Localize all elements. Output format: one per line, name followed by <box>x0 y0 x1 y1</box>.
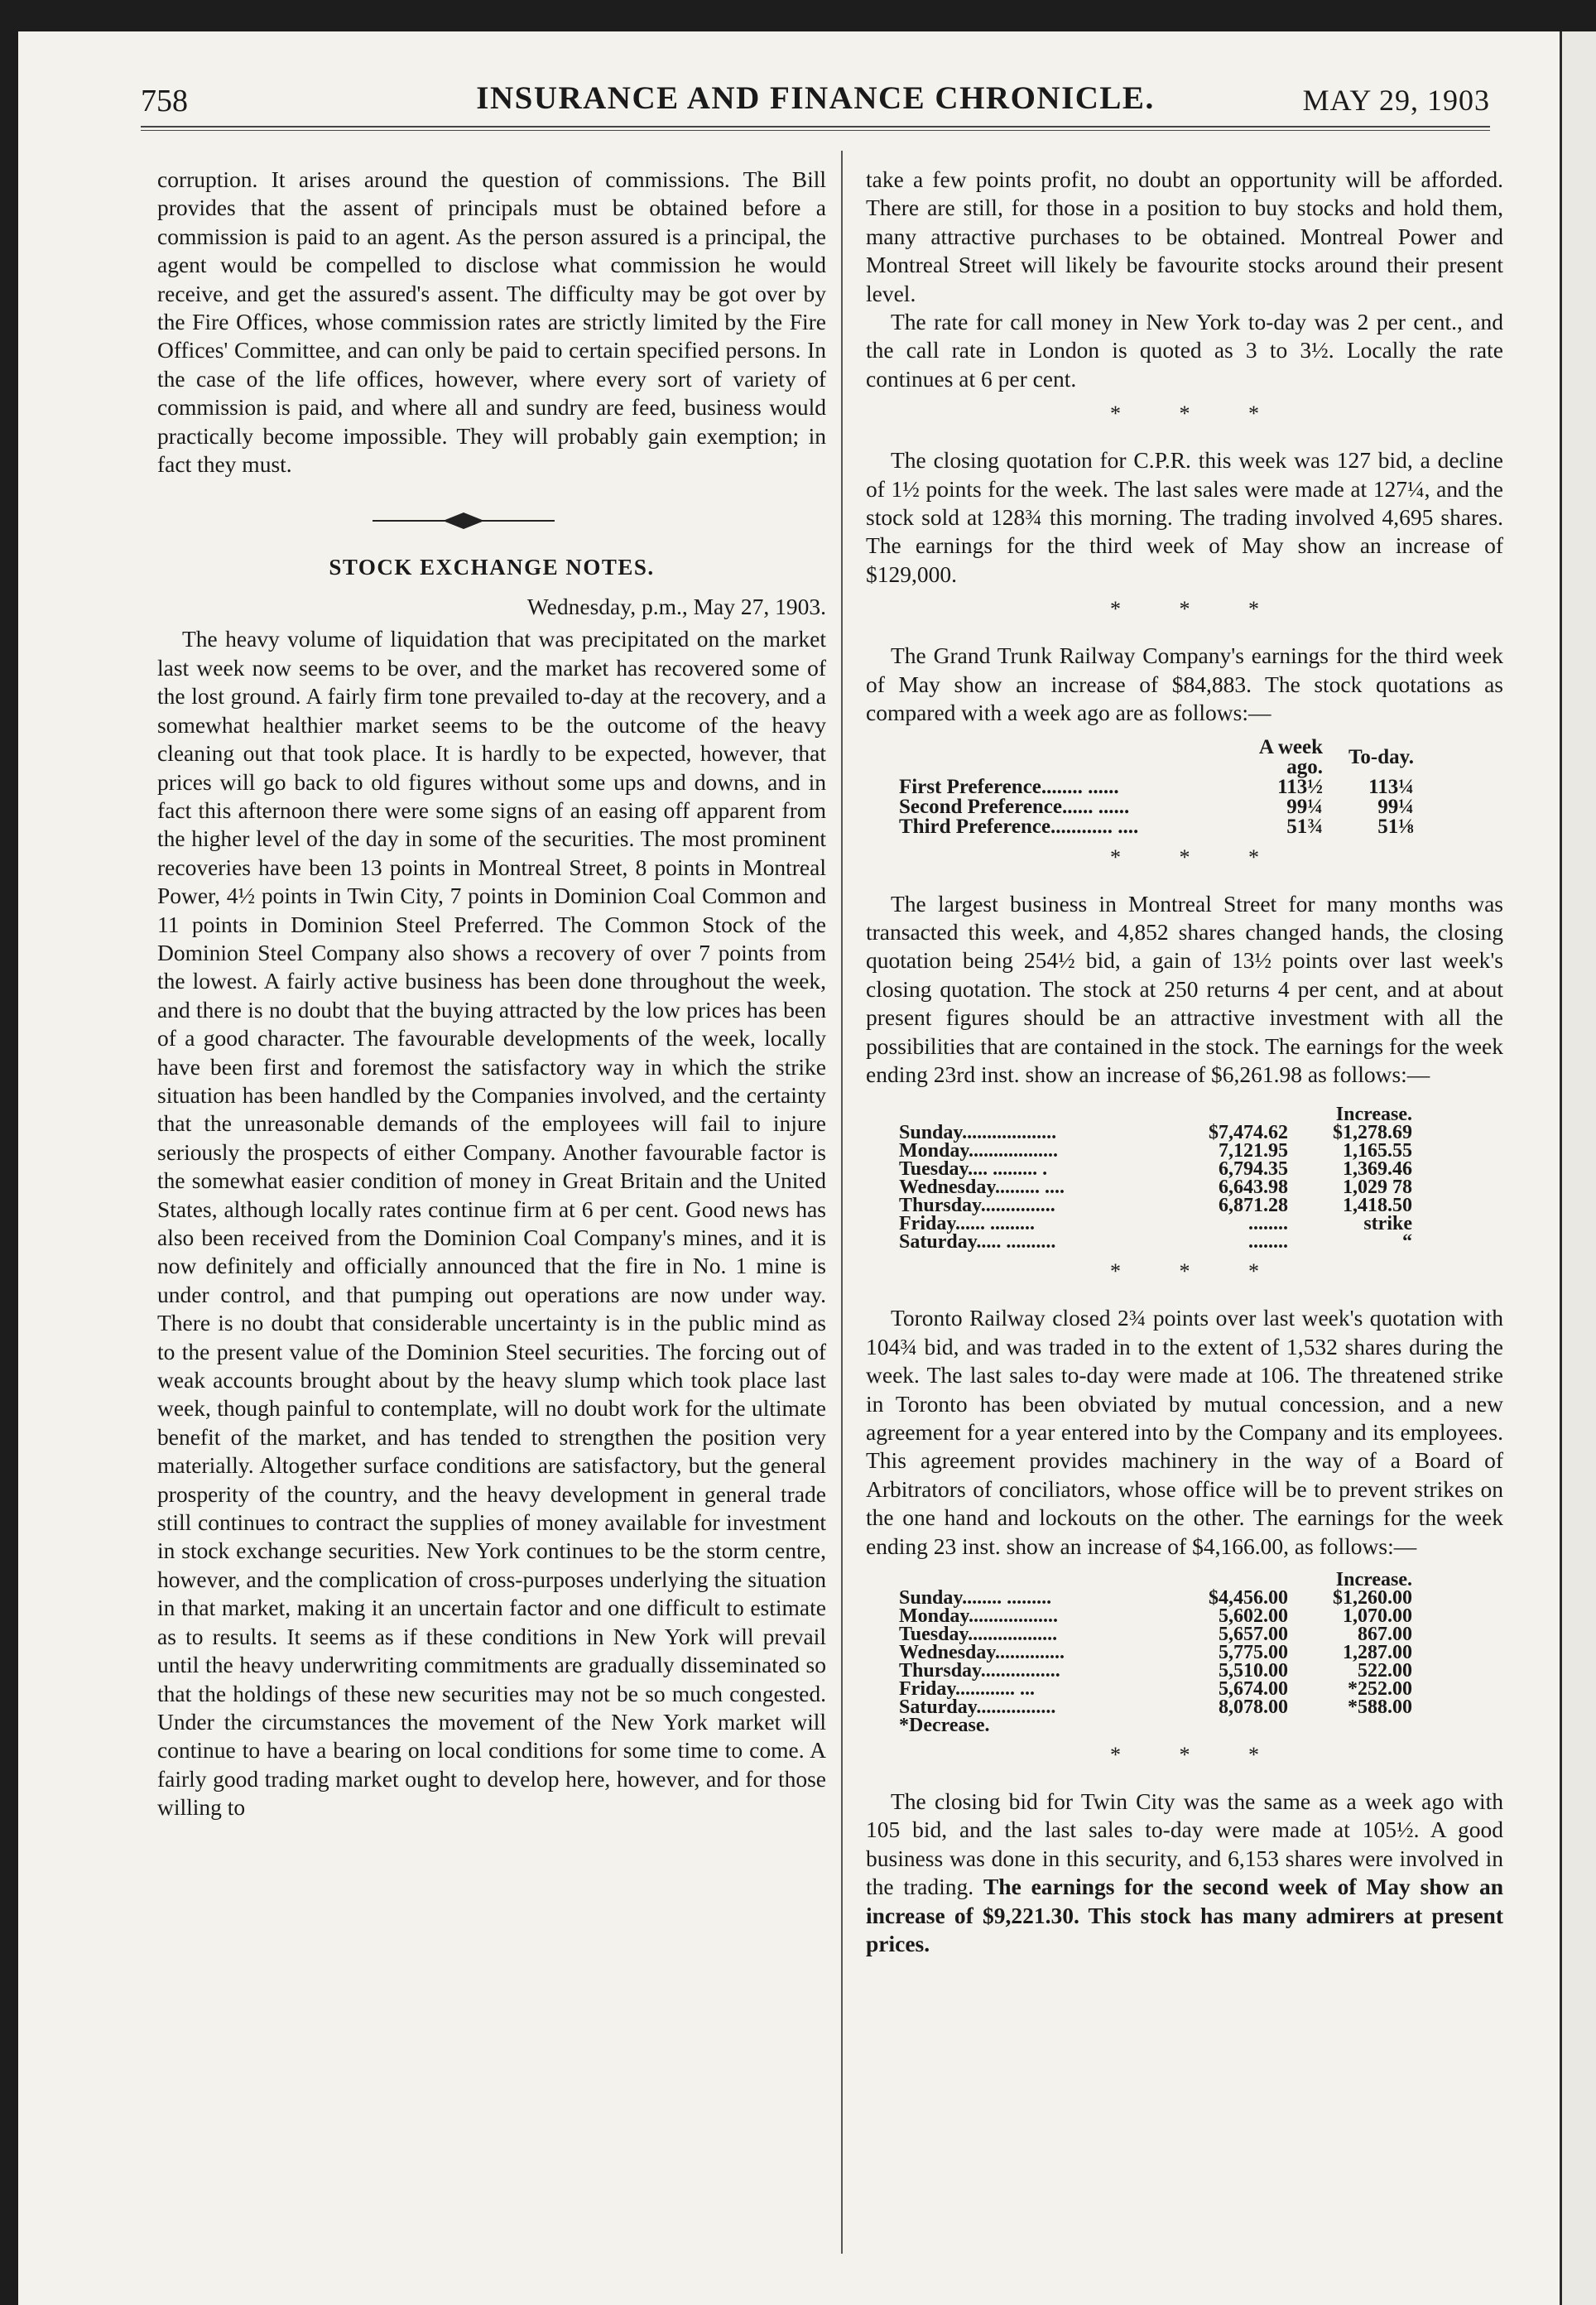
day-label: Wednesday.............. <box>899 1642 1065 1663</box>
day-label: Tuesday.... ......... . <box>899 1158 1048 1181</box>
issue-date: MAY 29, 1903 <box>1302 84 1490 117</box>
earnings-amount: 7,121.95 <box>1219 1140 1288 1162</box>
col-increase: Increase. <box>1335 1569 1412 1590</box>
table-row <box>899 1160 1412 1178</box>
increase-amount: *588.00 <box>1348 1696 1412 1718</box>
day-label: Friday............ ... <box>899 1678 1036 1700</box>
earnings-amount: 6,871.28 <box>1219 1195 1288 1217</box>
table-row <box>899 1607 1412 1625</box>
separator-stars: * * * <box>1110 1259 1286 1284</box>
increase-amount: strike <box>1363 1213 1412 1235</box>
today-value: 113¼ <box>1368 775 1414 798</box>
call-money-paragraph: The rate for call money in New York to-day was 2 per cent., and the call rate in London is quoted as 3 to 3½. Locally the rate continues at 6 per cent. <box>866 309 1503 392</box>
page-number: 758 <box>141 84 188 118</box>
earnings-amount: 6,643.98 <box>1219 1177 1288 1199</box>
col-today: To-day. <box>1348 745 1414 768</box>
increase-amount: $1,278.69 <box>1333 1122 1412 1144</box>
header-rule <box>141 126 1490 131</box>
earnings-amount: 8,078.00 <box>1219 1696 1288 1718</box>
day-label: Wednesday......... .... <box>899 1177 1065 1199</box>
table-row <box>899 817 1414 837</box>
page-header <box>141 68 1490 118</box>
day-label: Saturday................ <box>899 1696 1056 1718</box>
increase-amount: 522.00 <box>1358 1660 1412 1682</box>
table-row <box>899 1643 1412 1662</box>
increase-amount: 1,165.55 <box>1343 1140 1412 1162</box>
day-label: Sunday........ ......... <box>899 1587 1052 1609</box>
stock-exchange-heading: STOCK EXCHANGE NOTES. <box>329 555 655 580</box>
table-row <box>899 1142 1412 1160</box>
today-value: 51⅛ <box>1377 815 1414 838</box>
earnings-amount: 5,510.00 <box>1219 1660 1288 1682</box>
table-row <box>899 797 1414 817</box>
earnings-amount: $7,474.62 <box>1209 1122 1288 1144</box>
day-label: Monday.................. <box>899 1605 1059 1627</box>
day-label: Friday...... ......... <box>899 1213 1036 1235</box>
left-column <box>157 166 826 1822</box>
adjacent-page-edge <box>1560 31 1596 2305</box>
opportunity-paragraph: take a few points profit, no doubt an opportunity will be afforded. There are still, for those in a position to buy stocks and hold them, many attractive purchases to be obtained. Montreal Power and Montreal Street will likely be favourite stocks around their present level. <box>866 166 1503 306</box>
earnings-amount: ........ <box>1248 1213 1288 1235</box>
earnings-amount: 5,775.00 <box>1219 1642 1288 1663</box>
week-ago-value: 99¼ <box>1286 795 1323 818</box>
table-row <box>899 1196 1412 1215</box>
day-label: Thursday................ <box>899 1660 1060 1682</box>
week-ago-value: 113½ <box>1277 775 1323 798</box>
increase-amount: *252.00 <box>1348 1678 1412 1700</box>
table-row <box>899 1589 1412 1607</box>
table-row <box>899 1698 1412 1716</box>
cpr-paragraph: The closing quotation for C.P.R. this week was 127 bid, a decline of 1½ points for the week. The last sales were made at 127¼, and the stock sold at 128¾ this morning. The trading involved 4,695 shares. The earnings for the third week of May show an increase of $129,000. <box>866 447 1503 587</box>
earnings-amount: 5,657.00 <box>1219 1624 1288 1645</box>
increase-amount: “ <box>1402 1231 1412 1254</box>
separator-stars: * * * <box>1110 597 1286 622</box>
earnings-amount: $4,456.00 <box>1209 1587 1288 1609</box>
day-label: Tuesday.................. <box>899 1624 1058 1645</box>
right-column <box>866 166 1503 1958</box>
section-ornament <box>157 479 826 540</box>
day-label: Sunday................... <box>899 1122 1057 1144</box>
increase-amount: 1,369.46 <box>1343 1158 1412 1181</box>
day-label: Saturday..... .......... <box>899 1231 1056 1254</box>
table-row <box>899 1680 1412 1698</box>
week-ago-value: 51¾ <box>1286 815 1323 838</box>
montreal-street-earnings-table <box>899 1104 1412 1254</box>
commission-paragraph: corruption. It arises around the question of commissions. The Bill provides that the assent of principals must be obtained before a commission is paid to an agent. As the person assured is a principal, the agent would be compelled to disclose what commission he would receive, and get the assured's assent. The difficulty may be got over by the Fire Offices, whose commission rates are strictly limited by the Fire Offices' Committee, and can only be paid to certain specified persons. In the case of the life offices, however, where every sort of variety of commission is paid, and where all and sundry are feed, business would practically become impossible. They will probably gain exemption; in fact they must. <box>157 166 826 478</box>
column-divider <box>841 151 843 2254</box>
separator-stars: * * * <box>1110 402 1286 426</box>
increase-amount: 1,418.50 <box>1343 1195 1412 1217</box>
increase-amount: 867.00 <box>1358 1624 1412 1645</box>
toronto-railway-paragraph: Toronto Railway closed 2¾ points over last week's quotation with 104¾ bid, and was traded in to the extent of 1,532 shares during the week. The last sales to-day were made at 106. The threatened strike in Toronto has been obviated by mutual concession, and a new agreement for a year entered into by the Company and its employees. This agreement provides machinery in the way of a Board of Arbitrators of conciliators, whose office will be to prevent strikes on the one hand and lockouts on the other. The earnings for the week ending 23 inst. show an increase of $4,166.00, as follows:— <box>866 1305 1503 1559</box>
table-row <box>899 1178 1412 1196</box>
toronto-earnings-table <box>899 1571 1412 1735</box>
increase-amount: 1,029 78 <box>1343 1177 1412 1199</box>
today-value: 99¼ <box>1377 795 1414 818</box>
table-row <box>899 1233 1412 1251</box>
increase-amount: 1,070.00 <box>1343 1605 1412 1627</box>
increase-amount: 1,287.00 <box>1343 1642 1412 1663</box>
day-label: Thursday............... <box>899 1195 1055 1217</box>
market-paragraph: The heavy volume of liquidation that was precipitated on the market last week now seems to be over, and the market has recovered some of the lost ground. A fairly firm tone prevailed to-day at the recovery, and a somewhat healthier market seems to be the outcome of the heavy cleaning out that took place. It is hardly to be expected, however, that prices will go back to old figures without some ups and downs, and in fact this afternoon there were some signs of an easing off apparent from the higher level of the day in some of the securities. The most prominent recoveries have been 13 points in Montreal Street, 8 points in Montreal Power, 4½ points in Twin City, 7 points in Dominion Coal Common and 11 points in Dominion Steel Preferred. The Common Stock of the Dominion Steel Company also shows a recovery of over 7 points from the lowest. A fairly active business has been done throughout the week, and there is no doubt that the buying attracted by the low prices has been of a good character. The favourable developments of the week, locally have been first and foremost the satisfactory way in which the strike situation has been handled by the Companies involved, and the certainty that the unreasonable demands of the employees will fail to injure seriously the prospects of either Company. Another favourable factor is the somewhat easier condition of money in Great Britain and the United States, although locally rates continue firm at 6 per cent. Good news has also been received from the Dominion Coal Company's mines, and it is now definitely and officially announced that the fire in No. 1 mine is under control, and that pumping out operations are now under way. There is no doubt that considerable uncertainty is in the public mind as to the present value of the Dominion Steel securities. The forcing out of weak accounts brought about by the heavy slump which took place last week, though painful to contemplate, will no doubt work for the ultimate benefit of the market, and has tended to strengthen the position very materially. Altogether surface conditions are satisfactory, but the general prosperity of the country, and the heavy development in general trade still continues to contract the supplies of money available for investment in stock exchange securities. New York continues to be the storm centre, however, and the complication of cross-purposes underlying the situation in that market, making it an uncertain factor and one difficult to estimate as to results. It seems as if these conditions in New York will prevail until the heavy underwriting commitments are gradually disseminated so that the holdings of these new securities may not be so much congested. Under the circumstances the movement of the New York market will continue to have a bearing on local conditions for some time to come. A fairly good trading market ought to develop here, however, and for those willing to <box>157 626 826 1821</box>
table-row <box>899 1625 1412 1643</box>
col-increase: Increase. <box>1335 1104 1412 1126</box>
table-row <box>899 1662 1412 1680</box>
stock-label: Third Preference............ .... <box>899 815 1139 838</box>
increase-amount: $1,260.00 <box>1333 1587 1412 1609</box>
decrease-footnote: *Decrease. <box>899 1715 990 1736</box>
earnings-amount: 5,602.00 <box>1219 1605 1288 1627</box>
grand-trunk-quotes-table <box>899 735 1414 838</box>
earnings-amount: ........ <box>1248 1231 1288 1254</box>
stock-label: Second Preference...... ...... <box>899 795 1130 818</box>
col-week-ago: A week ago. <box>1258 735 1323 778</box>
day-label: Monday.................. <box>899 1140 1059 1162</box>
twin-city-paragraph: The closing bid for Twin City was the same as a week ago with 105 bid, and the last sales to-day were made at 105½. A good business was done in this security, and 6,153 shares were involved in the trading. The earnings for the second week of May show an increase of $9,221.30. This stock has many admirers at present prices. <box>866 1788 1503 1957</box>
dateline: Wednesday, p.m., May 27, 1903. <box>526 594 826 620</box>
earnings-amount: 5,674.00 <box>1219 1678 1288 1700</box>
table-row <box>899 777 1414 797</box>
earnings-amount: 6,794.35 <box>1219 1158 1288 1181</box>
grand-trunk-paragraph: The Grand Trunk Railway Company's earnings for the third week of May show an increase of $84,883. The stock quotations as compared with a week ago are as follows:— <box>866 642 1503 726</box>
table-row <box>899 1124 1412 1142</box>
montreal-street-paragraph: The largest business in Montreal Street for many months was transacted this week, and 4,852 shares changed hands, the closing quotation being 254½ bid, a gain of 13½ points over last week's closing quotation. The stock at 250 returns 4 per cent, and at about present figures should be an attractive investment with all the possibilities that are contained in the stock. The earnings for the week ending 23rd inst. show an increase of $6,261.98 as follows:— <box>866 890 1503 1087</box>
table-row <box>899 1215 1412 1233</box>
stock-label: First Preference........ ...... <box>899 775 1119 798</box>
separator-stars: * * * <box>1110 1743 1286 1767</box>
separator-stars: * * * <box>1110 845 1286 869</box>
journal-title: INSURANCE AND FINANCE CHRONICLE. <box>476 80 1155 116</box>
